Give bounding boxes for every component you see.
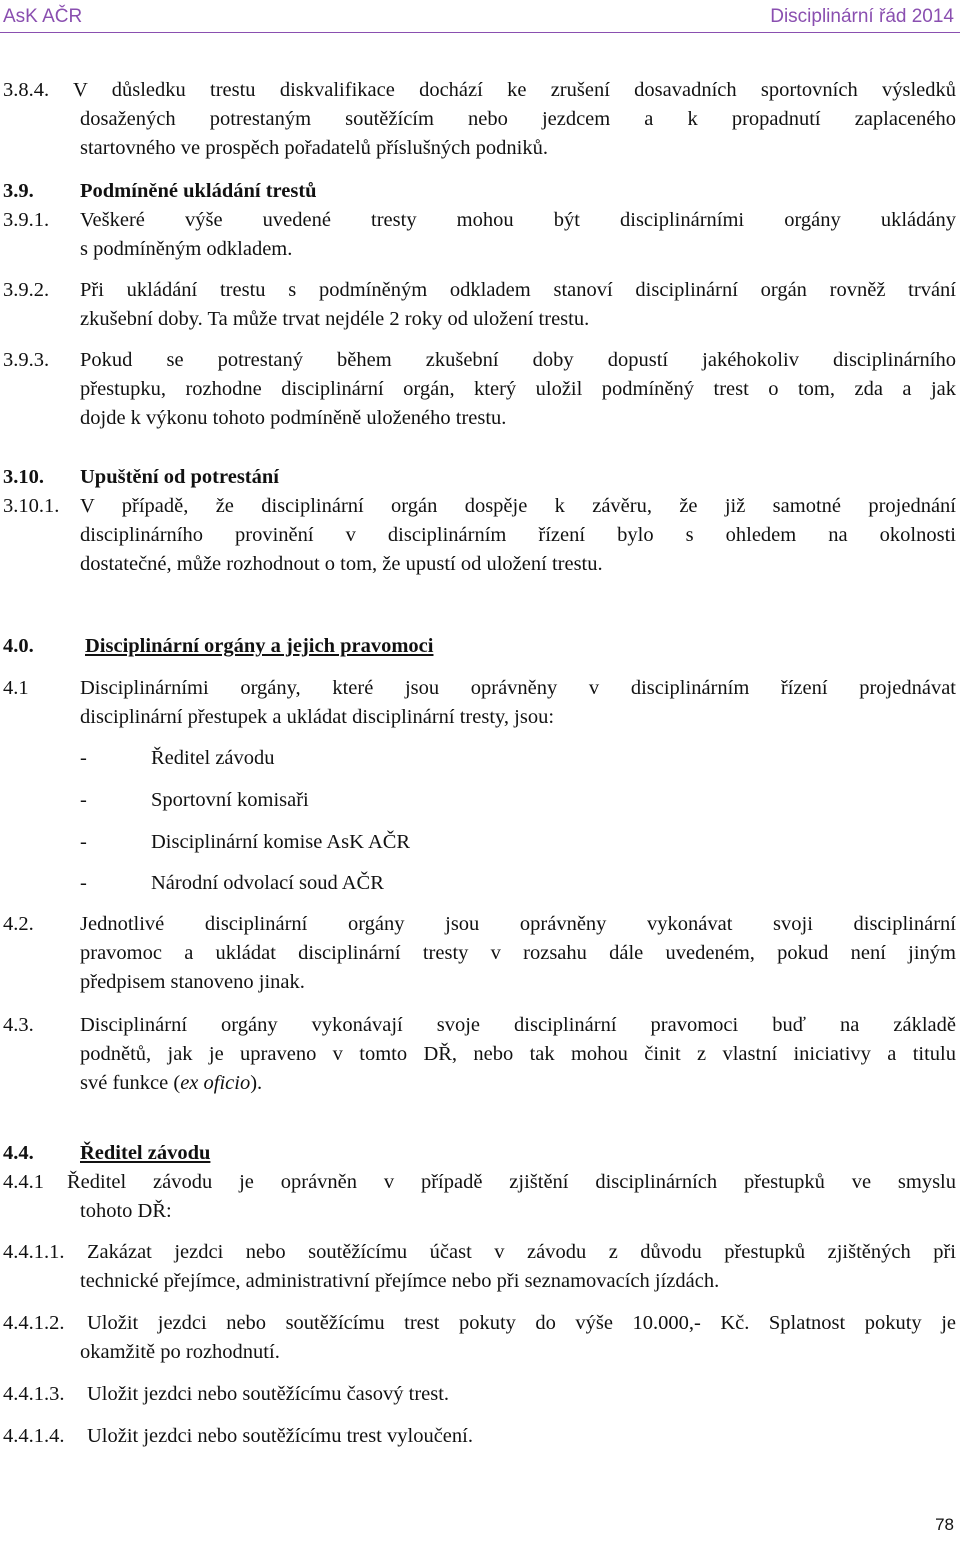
- paragraph-4-4-1-3: [0, 1380, 956, 1409]
- section-number: 4.0.: [3, 635, 34, 657]
- paragraph-3-10-1: [0, 492, 956, 579]
- list-item-text: Disciplinární komise AsK AČR: [151, 831, 411, 853]
- paragraph-4-4-1-4: [0, 1422, 956, 1451]
- header-document-title: Disciplinární řád 2014: [770, 6, 954, 27]
- text-fragment: své funkce (: [80, 1072, 181, 1094]
- paragraph-4-3: [0, 1011, 956, 1098]
- paragraph-3-9-3: [0, 346, 956, 433]
- paragraph-line: technické přejímce, administrativní přejímce nebo při seznamovacích jízdách.: [80, 1270, 720, 1292]
- paragraph-line: tohoto DŘ:: [80, 1200, 172, 1222]
- paragraph-number: 4.4.1.1.: [3, 1241, 65, 1263]
- paragraph-line: startovného ve prospěch pořadatelů příslušných podniků.: [80, 137, 548, 159]
- paragraph-number: 4.2.: [3, 913, 34, 935]
- paragraph-line: dostatečné, může rozhodnout o tom, že upustí od uložení trestu.: [80, 553, 603, 575]
- list-dash: -: [80, 831, 87, 853]
- paragraph-4-4-1-2: [0, 1309, 956, 1367]
- section-number: 3.9.: [3, 180, 34, 202]
- paragraph-line: Zakázat jezdci nebo soutěžícímu účast v závodu z důvodu přestupků zjištěných při: [87, 1241, 956, 1263]
- paragraph-line: s podmíněným odkladem.: [80, 238, 293, 260]
- section-title: Disciplinární orgány a jejich pravomoci: [85, 635, 434, 657]
- paragraph-number: 4.4.1.3.: [3, 1383, 65, 1405]
- paragraph-line: Ředitel závodu je oprávněn v případě zjištění disciplinárních přestupků ve smyslu: [67, 1171, 956, 1193]
- header-divider: [0, 32, 960, 33]
- list-dash: -: [80, 872, 87, 894]
- paragraph-line: 3.8.4. V důsledku trestu diskvalifikace dochází ke zrušení dosavadních sportovních výsledků: [3, 79, 956, 101]
- paragraph-line: Jednotlivé disciplinární orgány jsou oprávněny vykonávat svoji disciplinární: [80, 913, 956, 935]
- paragraph-number: 4.1: [3, 677, 29, 699]
- paragraph-line: Uložit jezdci nebo soutěžícímu časový trest.: [87, 1383, 450, 1405]
- paragraph-4-4-1: [0, 1168, 956, 1226]
- paragraph-number: 4.4.1.2.: [3, 1312, 65, 1334]
- paragraph-4-1: [0, 674, 956, 732]
- section-number: 4.4.: [3, 1142, 34, 1164]
- paragraph-3-8-4: [0, 76, 956, 163]
- paragraph-line: přestupku, rozhodne disciplinární orgán, který uložil podmíněný trest o tom, zda a jak: [80, 378, 956, 400]
- paragraph-line: dojde k výkonu tohoto podmíněně uloženého trestu.: [80, 407, 507, 429]
- paragraph-4-4-1-1: [0, 1238, 956, 1296]
- paragraph-number: 4.3.: [3, 1014, 34, 1036]
- list-item-text: Národní odvolací soud AČR: [151, 872, 384, 894]
- paragraph-line: Veškeré výše uvedené tresty mohou být disciplinárními orgány ukládány: [80, 209, 956, 231]
- list-item-text: Ředitel závodu: [151, 747, 275, 769]
- paragraph-line: Uložit jezdci nebo soutěžícímu trest vyloučení.: [87, 1425, 473, 1447]
- paragraph-line: Pokud se potrestaný během zkušební doby dopustí jakéhokoliv disciplinárního: [80, 349, 956, 371]
- header-organization: AsK AČR: [3, 6, 83, 27]
- section-title: Ředitel závodu: [80, 1142, 211, 1164]
- paragraph-line: dosažených potrestaným soutěžícím nebo jezdcem a k propadnutí zaplaceného: [80, 108, 956, 130]
- paragraph-number: 3.9.1.: [3, 209, 50, 231]
- section-number: 3.10.: [3, 466, 44, 488]
- list-item-text: Sportovní komisaři: [151, 789, 309, 811]
- paragraph-number: 3.9.2.: [3, 279, 50, 301]
- paragraph-line: Při ukládání trestu s podmíněným odkladem stanoví disciplinární orgán rovněž trvání: [80, 279, 956, 301]
- text-fragment: ).: [250, 1072, 263, 1094]
- paragraph-line: disciplinární přestupek a ukládat disciplinární tresty, jsou:: [80, 706, 555, 728]
- paragraph-line: disciplinárního provinění v disciplinárním řízení bylo s ohledem na okolnosti: [80, 524, 956, 546]
- list-dash: -: [80, 747, 87, 769]
- italic-term: ex oficio: [180, 1072, 251, 1094]
- paragraph-line: zkušební doby. Ta může trvat nejdéle 2 roky od uložení trestu.: [80, 308, 590, 330]
- paragraph-line: Disciplinární orgány vykonávají svoje disciplinární pravomoci buď na základě: [80, 1014, 956, 1036]
- paragraph-line: Disciplinárními orgány, které jsou oprávněny v disciplinárním řízení projednávat: [80, 677, 956, 699]
- paragraph-line: předpisem stanoveno jinak.: [80, 971, 305, 993]
- paragraph-3-9-2: [0, 276, 956, 334]
- paragraph-line: pravomoc a ukládat disciplinární tresty v rozsahu dále uvedeném, pokud není jiným: [80, 942, 956, 964]
- paragraph-number: 3.10.1.: [3, 495, 60, 517]
- list-dash: -: [80, 789, 87, 811]
- paragraph-line: Uložit jezdci nebo soutěžícímu trest pokuty do výše 10.000,- Kč. Splatnost pokuty je: [87, 1312, 956, 1334]
- paragraph-3-9-1: [0, 206, 956, 264]
- paragraph-number: 4.4.1.4.: [3, 1425, 65, 1447]
- page-number: 78: [935, 1515, 954, 1534]
- paragraph-line: V případě, že disciplinární orgán dospěje k závěru, že již samotné projednání: [80, 495, 956, 517]
- paragraph-line: podnětů, jak je upraveno v tomto DŘ, nebo tak mohou činit z vlastní iniciativy a titulu: [80, 1043, 956, 1065]
- paragraph-line: okamžitě po rozhodnutí.: [80, 1341, 280, 1363]
- section-title: Podmíněné ukládání trestů: [80, 180, 317, 202]
- section-title: Upuštění od potrestání: [80, 466, 279, 488]
- paragraph-number: 4.4.1: [3, 1171, 44, 1193]
- paragraph-4-2: [0, 910, 956, 997]
- paragraph-line: [0, 1069, 956, 1098]
- paragraph-number: 3.9.3.: [3, 349, 50, 371]
